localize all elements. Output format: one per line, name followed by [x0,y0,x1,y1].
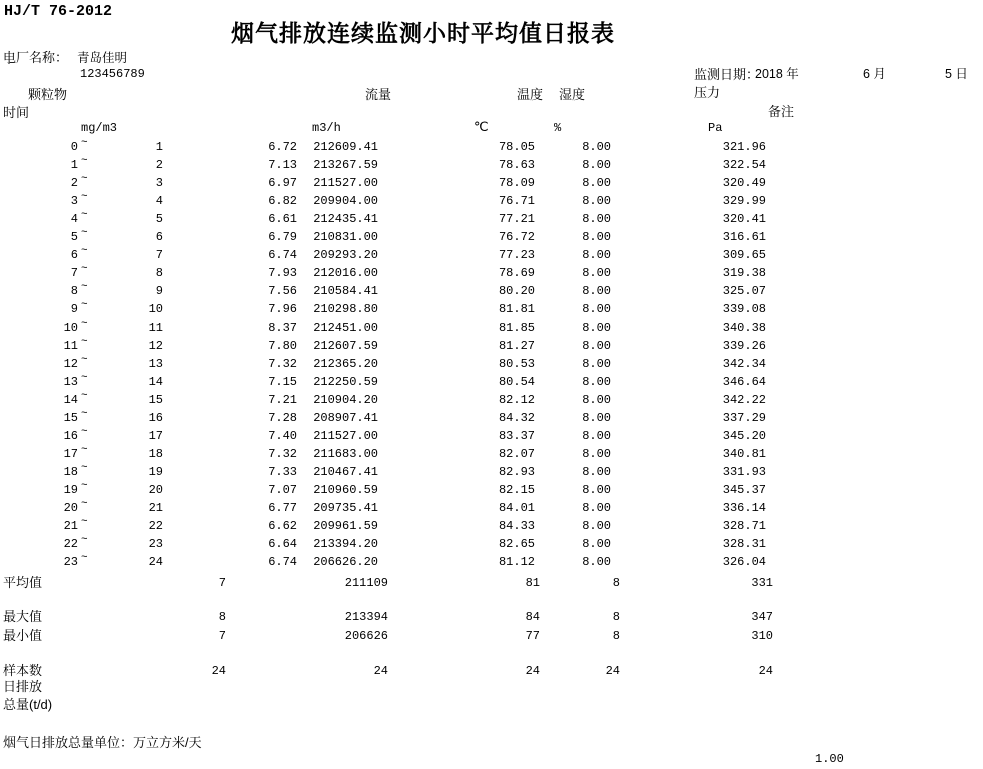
hour-start: 21 [63,519,78,533]
hour-start: 17 [63,447,78,461]
hour-end: 2 [155,158,163,172]
humidity-value: 8.00 [582,483,611,497]
humidity-value: 8.00 [582,465,611,479]
hour-start: 15 [63,411,78,425]
temp-value: 82.12 [498,393,535,407]
humidity-value: 8.00 [582,555,611,569]
summary-row-sample-count [0,664,983,682]
pm-value: 7 [218,576,226,590]
flow-value: 209293.20 [313,248,378,262]
temp-value: 82.65 [498,537,535,551]
hourly-row [0,155,983,176]
humidity-value: 8.00 [582,411,611,425]
hour-end: 15 [148,393,163,407]
hourly-row [0,516,983,537]
pm-value: 7.96 [268,302,297,316]
pressure-value: 342.34 [722,357,766,371]
hour-start: 16 [63,429,78,443]
pm-value: 7 [218,629,226,643]
flow-value: 210904.20 [313,393,378,407]
pm-value: 6.61 [268,212,297,226]
pressure-value: 310 [751,629,773,643]
pressure-value: 345.20 [722,429,766,443]
flow-value: 210831.00 [313,230,378,244]
pm-value: 7.40 [268,429,297,443]
daily-emission-label-line2: 总量(t/d) [3,697,53,712]
temp-value: 81.12 [498,555,535,569]
pm-value: 7.32 [268,357,297,371]
unit-temperature: ℃ [474,119,489,134]
pm-value: 7.80 [268,339,297,353]
hour-start: 3 [70,194,78,208]
tilde-mark: ~ [81,516,88,528]
tilde-mark: ~ [81,552,88,564]
hourly-row [0,498,983,519]
flow-value: 211527.00 [313,176,378,190]
temp-value: 77.21 [498,212,535,226]
hour-end: 3 [155,176,163,190]
humidity-value: 8 [612,576,620,590]
pressure-value: 320.49 [722,176,766,190]
flow-value: 213394 [344,610,388,624]
tilde-mark: ~ [81,318,88,330]
summary-row-average [0,576,983,594]
hourly-row [0,426,983,447]
pm-value: 6.72 [268,140,297,154]
hourly-row [0,263,983,284]
humidity-value: 8.00 [582,284,611,298]
pm-value: 8 [218,610,226,624]
hour-end: 12 [148,339,163,353]
hourly-row [0,209,983,230]
hour-end: 24 [148,555,163,569]
pressure-value: 339.08 [722,302,766,316]
tilde-mark: ~ [81,336,88,348]
temp-value: 84.32 [498,411,535,425]
tilde-mark: ~ [81,209,88,221]
hour-end: 17 [148,429,163,443]
hour-start: 20 [63,501,78,515]
hourly-row [0,318,983,339]
pressure-value: 325.07 [722,284,766,298]
tilde-mark: ~ [81,498,88,510]
hour-start: 13 [63,375,78,389]
col-header-particulate: 颗粒物 [28,87,68,102]
hour-start: 18 [63,465,78,479]
emission-unit-note: 烟气日排放总量单位：万立方米/天 [3,735,202,750]
temp-value: 84 [525,610,540,624]
hourly-row [0,462,983,483]
col-header-humidity: 湿度 [559,87,586,102]
humidity-value: 8.00 [582,158,611,172]
pressure-value: 24 [758,664,773,678]
hour-start: 12 [63,357,78,371]
hour-start: 4 [70,212,78,226]
col-header-pressure: 压力 [694,85,721,100]
pm-value: 7.28 [268,411,297,425]
tilde-mark: ~ [81,281,88,293]
hourly-row [0,390,983,411]
flow-value: 208907.41 [313,411,378,425]
temp-value: 80.20 [498,284,535,298]
flow-value: 209961.59 [313,519,378,533]
temp-value: 81.27 [498,339,535,353]
hour-end: 20 [148,483,163,497]
pm-value: 24 [211,664,226,678]
hour-start: 11 [63,339,78,353]
tilde-mark: ~ [81,227,88,239]
monitor-date-label: 监测日期： [694,67,760,82]
hourly-row [0,534,983,555]
maximum-label: 最大值 [3,609,43,624]
pressure-value: 309.65 [722,248,766,262]
pm-value: 6.64 [268,537,297,551]
humidity-value: 8.00 [582,357,611,371]
humidity-value: 8.00 [582,339,611,353]
pm-value: 6.74 [268,555,297,569]
pressure-value: 328.71 [722,519,766,533]
temp-value: 81.81 [498,302,535,316]
humidity-value: 8.00 [582,176,611,190]
pressure-value: 331 [751,576,773,590]
hourly-row [0,281,983,302]
plant-name-value: 青岛佳明 [77,51,128,65]
pressure-value: 328.31 [722,537,766,551]
tilde-mark: ~ [81,245,88,257]
hour-start: 6 [70,248,78,262]
pressure-value: 340.81 [722,447,766,461]
flow-value: 212365.20 [313,357,378,371]
pressure-value: 347 [751,610,773,624]
flow-value: 212609.41 [313,140,378,154]
pressure-value: 320.41 [722,212,766,226]
monitor-date-year: 2018 年 [755,67,799,81]
hourly-row [0,372,983,393]
hour-end: 16 [148,411,163,425]
hourly-row [0,408,983,429]
humidity-value: 8.00 [582,375,611,389]
col-header-time: 时间 [3,105,30,120]
humidity-value: 8.00 [582,194,611,208]
temp-value: 78.05 [498,140,535,154]
hour-end: 7 [155,248,163,262]
humidity-value: 24 [605,664,620,678]
flow-value: 24 [373,664,388,678]
hour-start: 10 [63,321,78,335]
pressure-value: 322.54 [722,158,766,172]
pm-value: 7.13 [268,158,297,172]
tilde-mark: ~ [81,155,88,167]
humidity-value: 8.00 [582,248,611,262]
pressure-value: 316.61 [722,230,766,244]
page-number: 1.00 [815,752,844,766]
temp-value: 81 [525,576,540,590]
pressure-value: 346.64 [722,375,766,389]
unit-flow: m3/h [312,121,341,135]
pm-value: 7.33 [268,465,297,479]
tilde-mark: ~ [81,372,88,384]
hourly-row [0,191,983,212]
hourly-row [0,245,983,266]
hourly-row [0,299,983,320]
hourly-row [0,552,983,573]
humidity-value: 8 [612,629,620,643]
temp-value: 76.71 [498,194,535,208]
hour-start: 7 [70,266,78,280]
tilde-mark: ~ [81,390,88,402]
pm-value: 7.07 [268,483,297,497]
monitor-date-day: 5 日 [945,67,968,81]
pressure-value: 337.29 [722,411,766,425]
tilde-mark: ~ [81,173,88,185]
humidity-value: 8.00 [582,393,611,407]
temp-value: 80.54 [498,375,535,389]
hour-start: 23 [63,555,78,569]
hour-end: 14 [148,375,163,389]
hour-end: 18 [148,447,163,461]
humidity-value: 8.00 [582,447,611,461]
hourly-row [0,444,983,465]
pressure-value: 321.96 [722,140,766,154]
plant-code: 123456789 [80,67,145,81]
plant-mark: ` [5,61,13,75]
pm-value: 7.93 [268,266,297,280]
temp-value: 82.07 [498,447,535,461]
hour-end: 23 [148,537,163,551]
pm-value: 7.21 [268,393,297,407]
flow-value: 213267.59 [313,158,378,172]
tilde-mark: ~ [81,426,88,438]
pm-value: 7.32 [268,447,297,461]
hour-end: 1 [155,140,163,154]
temp-value: 78.63 [498,158,535,172]
hour-end: 9 [155,284,163,298]
flow-value: 212607.59 [313,339,378,353]
humidity-value: 8.00 [582,230,611,244]
hour-start: 2 [70,176,78,190]
hour-end: 6 [155,230,163,244]
tilde-mark: ~ [81,408,88,420]
plant-name-label: 电厂名称： [3,50,69,65]
hourly-row [0,480,983,501]
pm-value: 7.56 [268,284,297,298]
temp-value: 78.09 [498,176,535,190]
hourly-row [0,137,983,158]
temp-value: 78.69 [498,266,535,280]
flow-value: 211109 [344,576,388,590]
monitor-date-month: 6 月 [863,67,886,81]
humidity-value: 8.00 [582,429,611,443]
tilde-mark: ~ [81,480,88,492]
flow-value: 210584.41 [313,284,378,298]
flow-value: 206626 [344,629,388,643]
hour-start: 19 [63,483,78,497]
hour-end: 8 [155,266,163,280]
flow-value: 210960.59 [313,483,378,497]
daily-emission-label-line1: 日排放 [3,679,43,694]
humidity-value: 8.00 [582,519,611,533]
flow-value: 211527.00 [313,429,378,443]
col-header-temperature: 温度 [517,87,544,102]
unit-pressure: Pa [708,121,723,135]
flow-value: 210467.41 [313,465,378,479]
pressure-value: 319.38 [722,266,766,280]
humidity-value: 8.00 [582,302,611,316]
minimum-label: 最小值 [3,628,43,643]
unit-particulate: mg/m3 [81,121,118,135]
hour-end: 4 [155,194,163,208]
flow-value: 211683.00 [313,447,378,461]
hour-start: 1 [70,158,78,172]
hourly-row [0,354,983,375]
pressure-value: 326.04 [722,555,766,569]
standard-code: HJ/T 76-2012 [4,3,113,20]
flow-value: 209904.00 [313,194,378,208]
hour-start: 0 [70,140,78,154]
hour-end: 5 [155,212,163,226]
unit-humidity: % [554,121,562,135]
hour-end: 21 [148,501,163,515]
hourly-row [0,336,983,357]
pm-value: 6.97 [268,176,297,190]
summary-row-maximum [0,610,983,628]
hour-end: 13 [148,357,163,371]
tilde-mark: ~ [81,191,88,203]
hour-start: 14 [63,393,78,407]
flow-value: 212451.00 [313,321,378,335]
sample-count-label: 样本数 [3,663,43,678]
tilde-mark: ~ [81,263,88,275]
pressure-value: 342.22 [722,393,766,407]
pressure-value: 329.99 [722,194,766,208]
temp-value: 84.01 [498,501,535,515]
pm-value: 6.79 [268,230,297,244]
summary-row-minimum [0,629,983,647]
hour-end: 10 [148,302,163,316]
pm-value: 7.15 [268,375,297,389]
flow-value: 210298.80 [313,302,378,316]
flow-value: 209735.41 [313,501,378,515]
tilde-mark: ~ [81,299,88,311]
flow-value: 212016.00 [313,266,378,280]
tilde-mark: ~ [81,534,88,546]
pm-value: 6.82 [268,194,297,208]
average-label: 平均值 [3,575,43,590]
temp-value: 82.93 [498,465,535,479]
pm-value: 6.62 [268,519,297,533]
humidity-value: 8 [612,610,620,624]
pm-value: 6.74 [268,248,297,262]
humidity-value: 8.00 [582,266,611,280]
flow-value: 213394.20 [313,537,378,551]
humidity-value: 8.00 [582,501,611,515]
hourly-row [0,227,983,248]
temp-value: 77.23 [498,248,535,262]
humidity-value: 8.00 [582,537,611,551]
tilde-mark: ~ [81,444,88,456]
flow-value: 212250.59 [313,375,378,389]
tilde-mark: ~ [81,137,88,149]
temp-value: 80.53 [498,357,535,371]
humidity-value: 8.00 [582,321,611,335]
temp-value: 84.33 [498,519,535,533]
temp-value: 83.37 [498,429,535,443]
temp-value: 24 [525,664,540,678]
tilde-mark: ~ [81,462,88,474]
hour-end: 19 [148,465,163,479]
hour-start: 22 [63,537,78,551]
flow-value: 206626.20 [313,555,378,569]
pressure-value: 340.38 [722,321,766,335]
page-title: 烟气排放连续监测小时平均值日报表 [231,20,615,46]
pressure-value: 345.37 [722,483,766,497]
temp-value: 76.72 [498,230,535,244]
hourly-row [0,173,983,194]
col-header-remark: 备注 [768,104,795,119]
pm-value: 6.77 [268,501,297,515]
col-header-flow: 流量 [365,87,392,102]
pressure-value: 339.26 [722,339,766,353]
hour-start: 5 [70,230,78,244]
temp-value: 77 [525,629,540,643]
hour-start: 8 [70,284,78,298]
temp-value: 82.15 [498,483,535,497]
hour-end: 11 [148,321,163,335]
pm-value: 8.37 [268,321,297,335]
tilde-mark: ~ [81,354,88,366]
hour-start: 9 [70,302,78,316]
pressure-value: 331.93 [722,465,766,479]
humidity-value: 8.00 [582,212,611,226]
pressure-value: 336.14 [722,501,766,515]
flow-value: 212435.41 [313,212,378,226]
hour-end: 22 [148,519,163,533]
humidity-value: 8.00 [582,140,611,154]
temp-value: 81.85 [498,321,535,335]
